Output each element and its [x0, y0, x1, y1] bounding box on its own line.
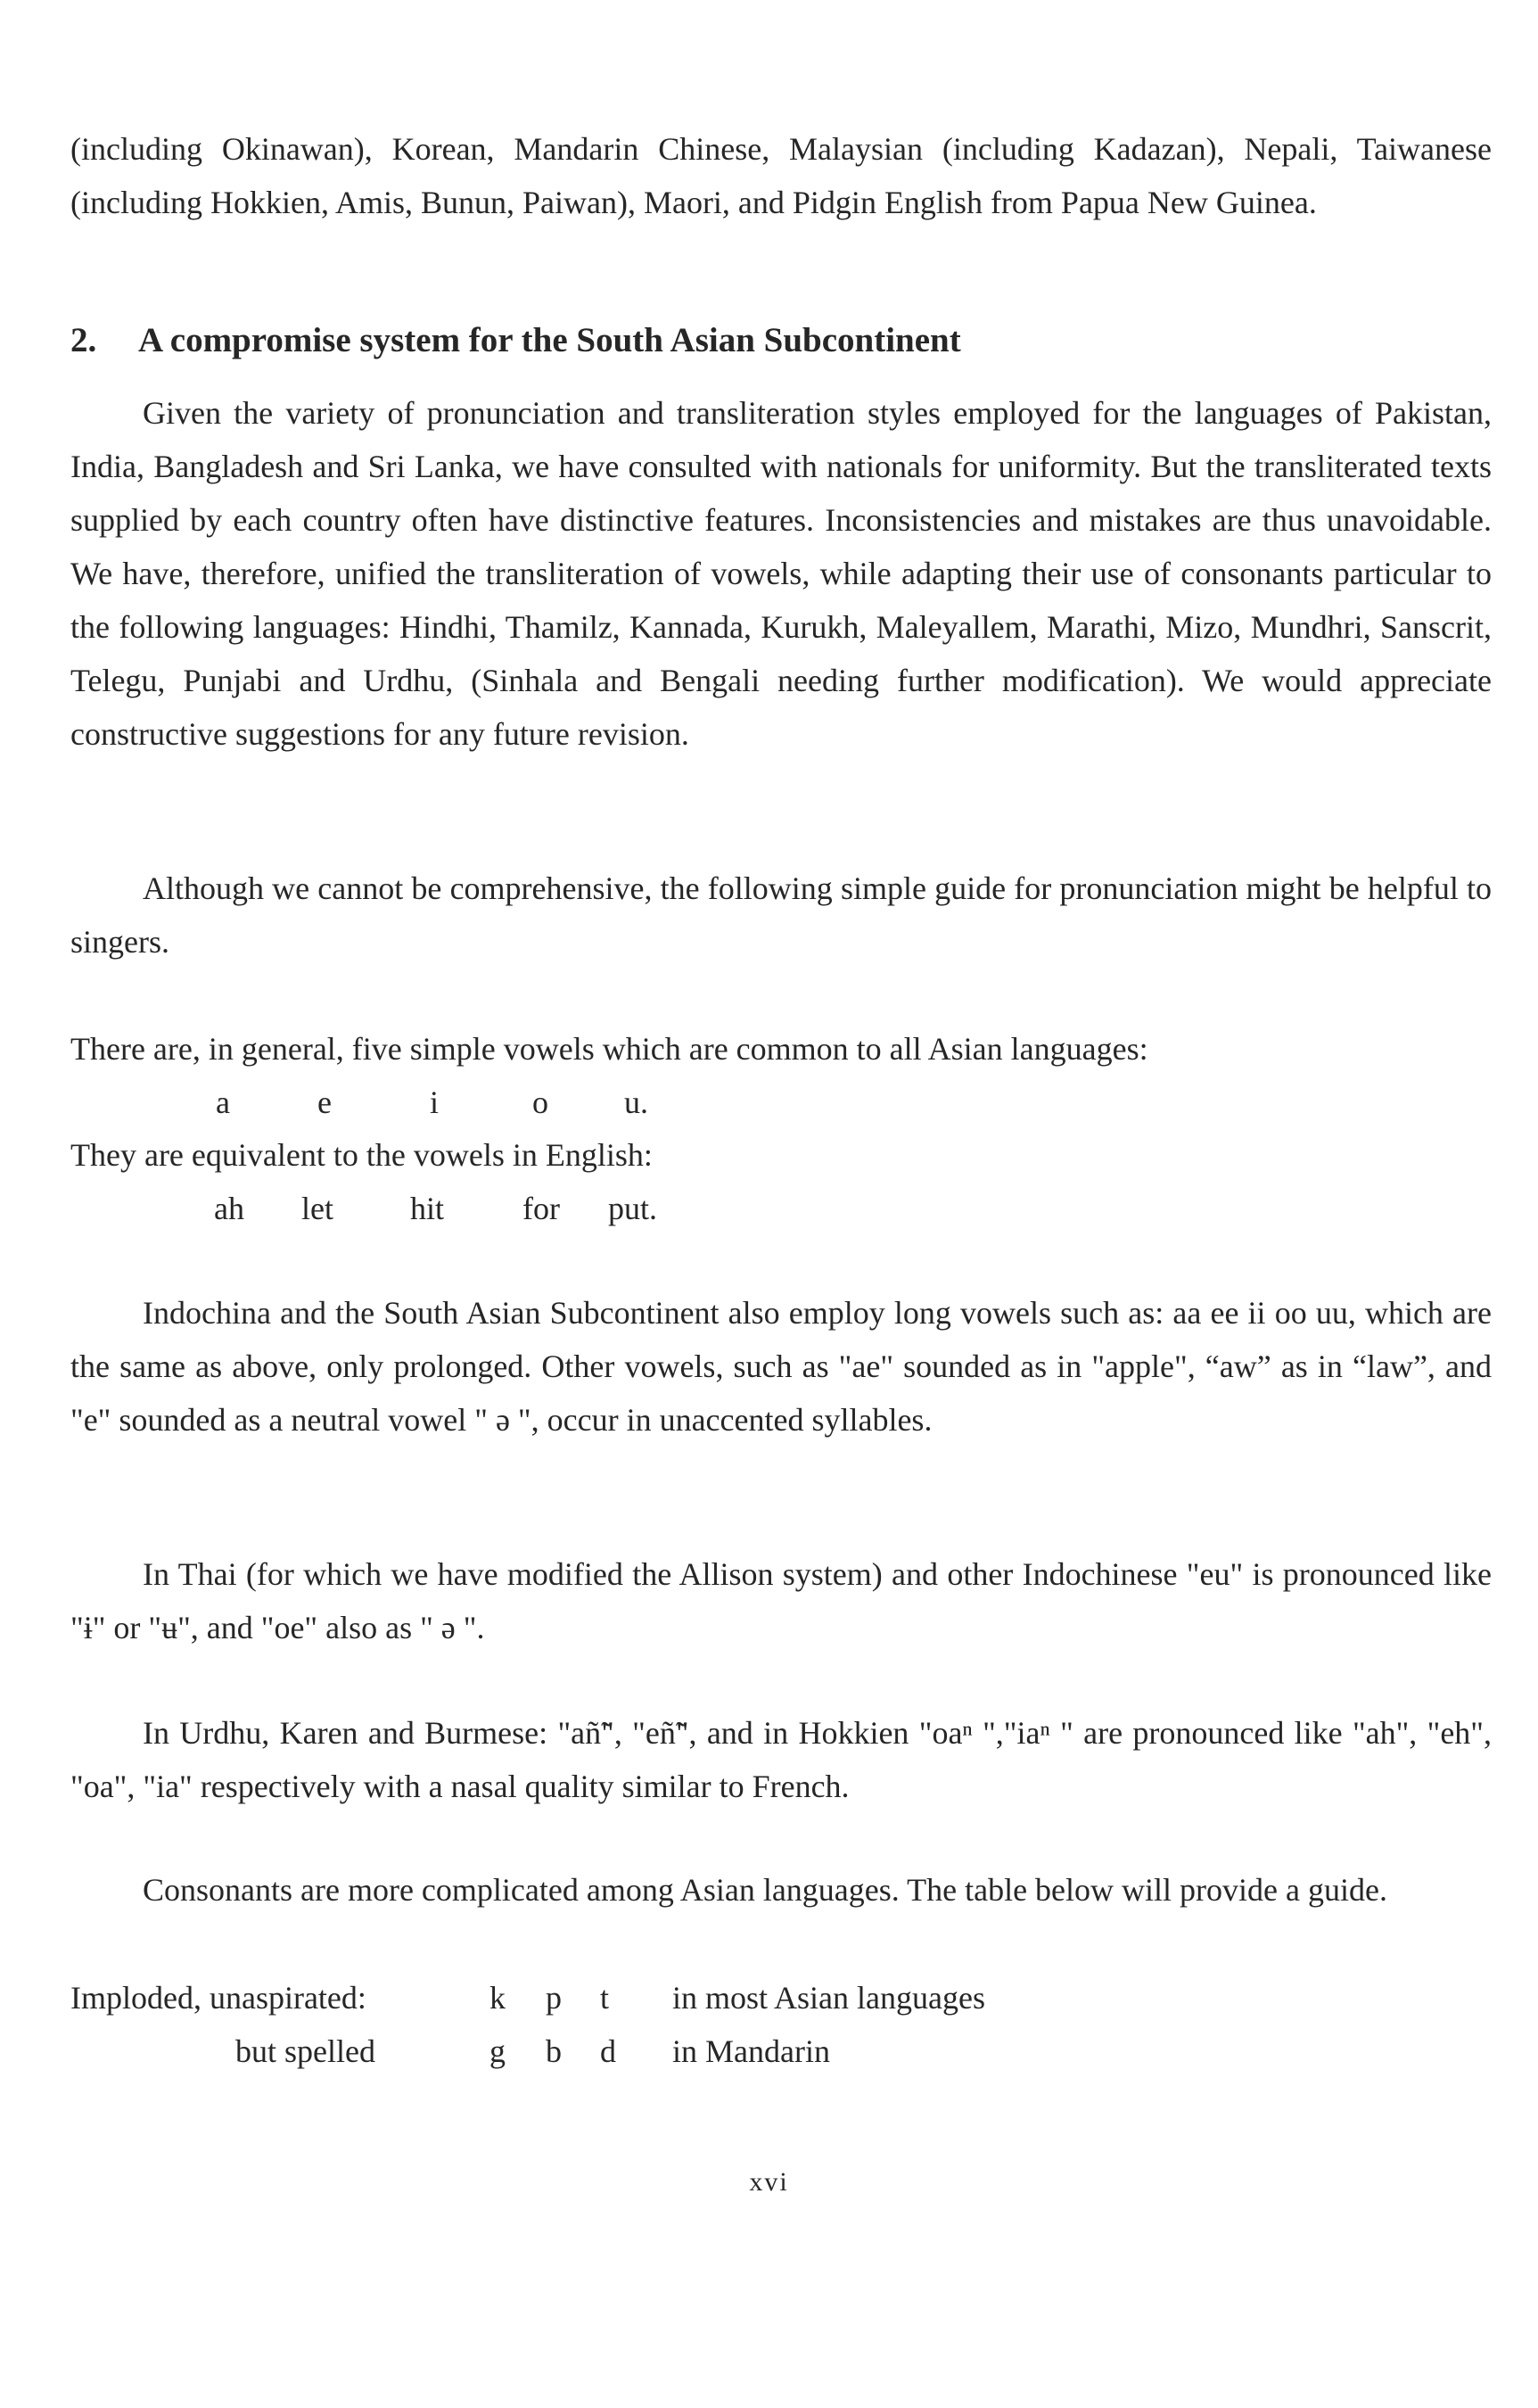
consonant-letter: g [489, 2033, 506, 2069]
consonant-note: in Mandarin [672, 2033, 830, 2069]
page-number: xvi [749, 2167, 789, 2197]
section-heading [70, 314, 961, 367]
consonant-letter: b [546, 2033, 562, 2069]
english-vowel: ah [214, 1191, 244, 1226]
vowel: a [216, 1084, 230, 1120]
paragraph-english-equivalent: They are equivalent to the vowels in English: [70, 1137, 653, 1173]
paragraph-vowels-intro: There are, in general, five simple vowels which are common to all Asian languages: [70, 1031, 1148, 1067]
consonant-letter: k [489, 1980, 506, 2016]
consonant-letter: p [546, 1980, 562, 2016]
english-vowel: let [301, 1191, 333, 1226]
consonant-letter: d [600, 2033, 616, 2069]
vowel: i [430, 1084, 440, 1120]
consonant-label: but spelled [235, 2033, 375, 2069]
section-title: A compromise system for the South Asian Subcontinent [138, 321, 961, 359]
vowel: e [317, 1084, 332, 1120]
section-number: 2. [70, 321, 97, 359]
paragraph-thai: In Thai (for which we have modified the Allison system) and other Indochinese "eu" is pronounced like "ɨ" or "ʉ", and "oe" also as " ə ". [70, 1556, 1492, 1645]
english-vowel: hit [410, 1191, 445, 1226]
consonant-label: Imploded, unaspirated: [70, 1980, 366, 2016]
paragraph-nasal: In Urdhu, Karen and Burmese: "añ̃", "eñ̃", and in Hokkien "oaⁿ ","iaⁿ " are pronounced like "ah", "eh", "oa", "ia" respectively with a nasal quality similar to French. [70, 1715, 1492, 1804]
vowel: u. [624, 1084, 648, 1120]
paragraph-long-vowels: Indochina and the South Asian Subcontinent also employ long vowels such as: aa ee ii oo uu, which are the same as above, only prolonged. Other vowels, such as "ae" sounded as in "apple", “aw” as in “law”, and "e" sounded as a neutral vowel " ə ", occur in unaccented syllables. [70, 1295, 1492, 1438]
paragraph-consonants: Consonants are more complicated among Asian languages. The table below will provide a guide. [143, 1872, 1387, 1908]
paragraph-guide-intro: Although we cannot be comprehensive, the following simple guide for pronunciation might be helpful to singers. [70, 870, 1492, 960]
vowel: o [532, 1084, 548, 1120]
english-vowel: put. [608, 1191, 658, 1226]
paragraph-transliteration: Given the variety of pronunciation and transliteration styles employed for the languages of Pakistan, India, Bangladesh and Sri Lanka, we have consulted with nationals for uniformity. But the transliterated texts supplied by each country often have distinctive features. Inconsistencies and mistakes are thus unavoidable. We have, therefore, unified the transliteration of vowels, while adapting their use of consonants particular to the following languages: Hindhi, Thamilz, Kannada, Kurukh, Maleyallem, Marathi, Mizo, Mundhri, Sanscrit, Telegu, Punjabi and Urdhu, (Sinhala and Bengali needing further modification). We would appreciate constructive suggestions for any future revision. [70, 395, 1492, 752]
paragraph-continuation: (including Okinawan), Korean, Mandarin Chinese, Malaysian (including Kadazan), Nepali, Taiwanese (including Hokkien, Amis, Bunun, Paiwan), Maori, and Pidgin English from Papua New Guinea. [70, 131, 1492, 220]
english-vowel: for [522, 1191, 560, 1226]
consonant-note: in most Asian languages [672, 1980, 985, 2016]
consonant-letter: t [600, 1980, 610, 2016]
